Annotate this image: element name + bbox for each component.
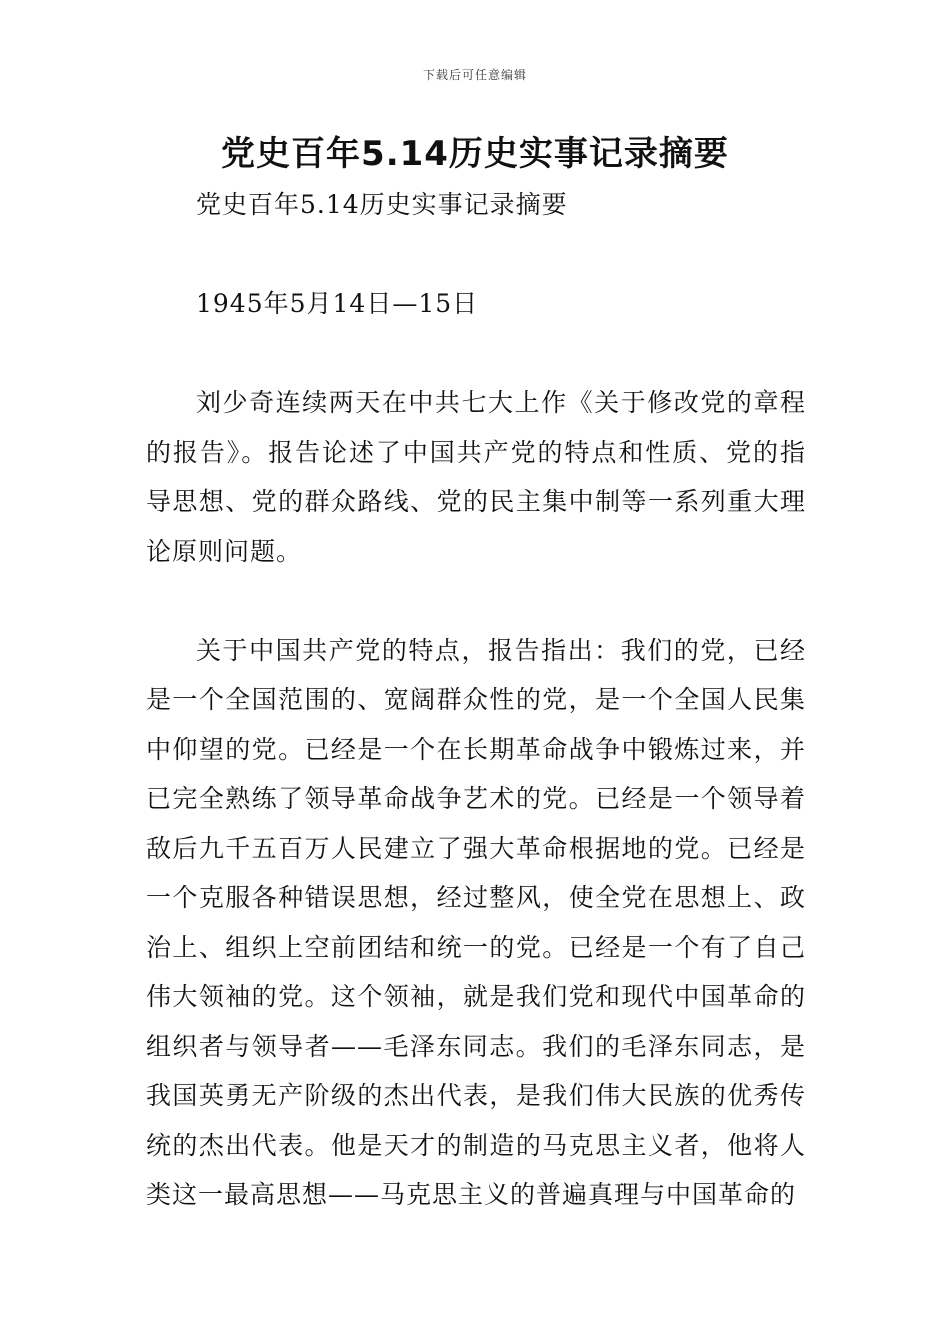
date-paragraph: 1945年5月14日—15日 (196, 289, 479, 318)
header-note: 下载后可任意编辑 (422, 68, 527, 82)
document-title: 党史百年5.14历史实事记录摘要 (221, 134, 729, 174)
paragraph-spacer (146, 230, 806, 280)
paragraph-spacer (146, 576, 806, 626)
document-body (146, 180, 806, 1220)
report-paragraph: 刘少奇连续两天在中共七大上作《关于修改党的章程的报告》。报告论述了中国共产党的特点和性质、党的指导思想、党的群众路线、党的民主集中制等一系列重大理论原则问题。 (146, 388, 806, 566)
paragraph-spacer (146, 329, 806, 379)
party-characteristics-paragraph: 关于中国共产党的特点，报告指出：我们的党，已经是一个全国范围的、宽阔群众性的党，是一个全国人民集中仰望的党。已经是一个在长期革命战争中锻炼过来，并已完全熟练了领导革命战争艺术的党。已经是一个领导着敌后九千五百万人民建立了强大革命根据地的党。已经是一个克服各种错误思想，经过整风，使全党在思想上、政治上、组织上空前团结和统一的党。已经是一个有了自己伟大领袖的党。这个领袖，就是我们党和现代中国革命的组织者与领导者——毛泽东同志。我们的毛泽东同志，是我国英勇无产阶级的杰出代表，是我们伟大民族的优秀传统的杰出代表。他是天才的制造的马克思主义者，他将人类这一最高思想——马克思主义的普遍真理与中国革命的 (146, 635, 806, 1209)
subtitle-paragraph: 党史百年5.14历史实事记录摘要 (196, 190, 568, 219)
